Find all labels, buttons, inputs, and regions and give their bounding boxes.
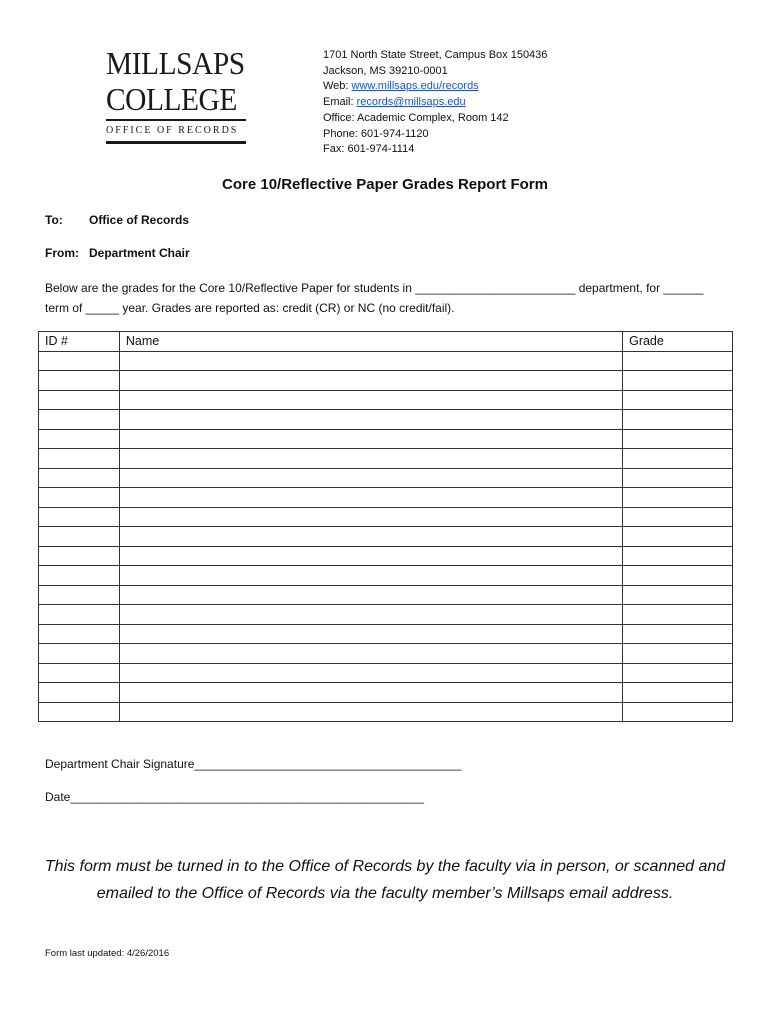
id-cell[interactable] (39, 527, 120, 547)
name-cell[interactable] (119, 488, 622, 508)
name-cell[interactable] (119, 683, 622, 703)
table-row (39, 585, 733, 605)
grade-cell[interactable] (623, 429, 733, 449)
name-cell[interactable] (119, 449, 622, 469)
name-cell[interactable] (119, 410, 622, 430)
id-cell[interactable] (39, 624, 120, 644)
web-line (323, 79, 547, 95)
grade-cell[interactable] (623, 566, 733, 586)
id-cell[interactable] (39, 449, 120, 469)
name-cell[interactable] (119, 390, 622, 410)
logo-line-millsaps: MILLSAPS (106, 45, 245, 81)
table-row (39, 663, 733, 683)
id-cell[interactable] (39, 371, 120, 391)
millsaps-college-logo (106, 47, 248, 144)
name-cell[interactable] (119, 429, 622, 449)
id-cell[interactable] (39, 663, 120, 683)
id-cell[interactable] (39, 546, 120, 566)
table-row (39, 429, 733, 449)
table-row (39, 351, 733, 371)
table-row (39, 546, 733, 566)
name-cell[interactable] (119, 644, 622, 664)
grade-cell[interactable] (623, 663, 733, 683)
contact-address-block (323, 48, 547, 158)
grade-cell[interactable] (623, 683, 733, 703)
grade-cell[interactable] (623, 468, 733, 488)
table-row (39, 527, 733, 547)
header-id: ID # (39, 332, 120, 352)
id-cell[interactable] (39, 644, 120, 664)
table-row (39, 390, 733, 410)
street-address: 1701 North State Street, Campus Box 150436 (323, 49, 548, 61)
id-cell[interactable] (39, 390, 120, 410)
email-label: Email: (323, 96, 357, 109)
intro-paragraph: Below are the grades for the Core 10/Reflective Paper for students in ________________________ department, for ______ term of _____ year. Grades are reported as: credit (CR) or NC (no credit/fail). (45, 281, 704, 315)
table-row (39, 449, 733, 469)
table-row (39, 410, 733, 430)
name-cell[interactable] (119, 585, 622, 605)
to-line (45, 213, 189, 227)
grade-cell[interactable] (623, 351, 733, 371)
grade-cell[interactable] (623, 449, 733, 469)
id-cell[interactable] (39, 566, 120, 586)
id-cell[interactable] (39, 429, 120, 449)
logo-rule-bottom (106, 141, 246, 144)
name-cell[interactable] (119, 605, 622, 625)
logo-rule (106, 119, 246, 121)
from-label: From: (45, 246, 79, 260)
email-line (323, 95, 547, 111)
table-row (39, 605, 733, 625)
id-cell[interactable] (39, 605, 120, 625)
table-row (39, 702, 733, 722)
table-row (39, 566, 733, 586)
grade-cell[interactable] (623, 585, 733, 605)
id-cell[interactable] (39, 468, 120, 488)
date-line: Date_____________________________________________________ (45, 790, 425, 804)
grade-cell[interactable] (623, 390, 733, 410)
phone-number: Phone: 601-974-1120 (323, 127, 429, 140)
grade-cell[interactable] (623, 624, 733, 644)
table-row (39, 683, 733, 703)
logo-line-college: COLLEGE (106, 81, 237, 117)
name-cell[interactable] (119, 702, 622, 722)
grades-table (38, 331, 733, 722)
grade-cell[interactable] (623, 702, 733, 722)
web-link[interactable]: www.millsaps.edu/records (351, 80, 479, 93)
grade-cell[interactable] (623, 410, 733, 430)
header-name: Name (119, 332, 622, 352)
fax-number: Fax: 601-974-1114 (323, 143, 415, 156)
name-cell[interactable] (119, 566, 622, 586)
name-cell[interactable] (119, 527, 622, 547)
office-location: Office: Academic Complex, Room 142 (323, 111, 509, 124)
id-cell[interactable] (39, 702, 120, 722)
grade-cell[interactable] (623, 605, 733, 625)
submission-notice: This form must be turned in to the Office of Records by the faculty via in person, or scanned and emailed to the Office of Records via the faculty member’s Millsaps email address. (44, 858, 726, 902)
name-cell[interactable] (119, 351, 622, 371)
name-cell[interactable] (119, 371, 622, 391)
table-header-row (39, 332, 733, 352)
table-row (39, 371, 733, 391)
from-line (45, 246, 190, 260)
id-cell[interactable] (39, 683, 120, 703)
web-label: Web: (323, 80, 352, 93)
city-address: Jackson, MS 39210-0001 (323, 64, 448, 77)
name-cell[interactable] (119, 663, 622, 683)
grade-cell[interactable] (623, 644, 733, 664)
id-cell[interactable] (39, 351, 120, 371)
table-row (39, 507, 733, 527)
table-row (39, 644, 733, 664)
id-cell[interactable] (39, 410, 120, 430)
grade-cell[interactable] (623, 507, 733, 527)
name-cell[interactable] (119, 624, 622, 644)
signature-line: Department Chair Signature________________________________________ (45, 757, 462, 771)
grade-cell[interactable] (623, 546, 733, 566)
email-link[interactable]: records@millsaps.edu (356, 96, 466, 109)
id-cell[interactable] (39, 507, 120, 527)
table-row (39, 488, 733, 508)
id-cell[interactable] (39, 585, 120, 605)
to-label: To: (45, 213, 63, 227)
grade-cell[interactable] (623, 488, 733, 508)
table-row (39, 624, 733, 644)
name-cell[interactable] (119, 546, 622, 566)
name-cell[interactable] (119, 507, 622, 527)
grade-cell[interactable] (623, 527, 733, 547)
grade-cell[interactable] (623, 371, 733, 391)
logo-subtitle: OFFICE OF RECORDS (106, 125, 239, 136)
to-value: Office of Records (89, 213, 190, 227)
name-cell[interactable] (119, 468, 622, 488)
form-title: Core 10/Reflective Paper Grades Report Form (222, 176, 548, 193)
from-value: Department Chair (89, 246, 190, 260)
header-grade: Grade (623, 332, 733, 352)
table-row (39, 468, 733, 488)
id-cell[interactable] (39, 488, 120, 508)
form-updated-footer: Form last updated: 4/26/2016 (45, 948, 170, 959)
